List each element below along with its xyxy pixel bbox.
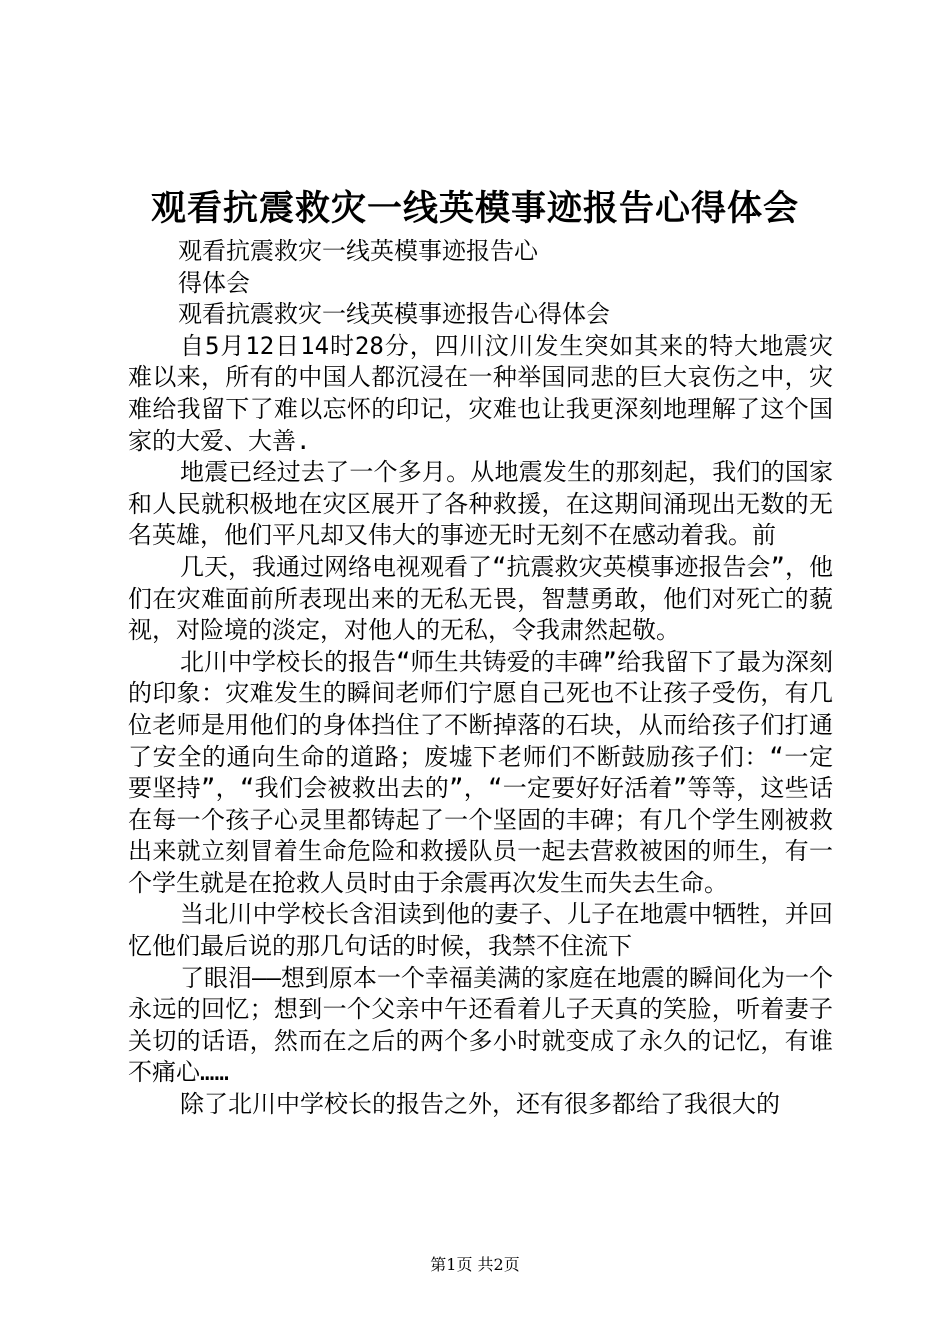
paragraph: 地震已经过去了一个多月。从地震发生的那刻起，我们的国家和人民就积极地在灾区展开了各种救援，在这期间涌现出无数的无名英雄，他们平凡却又伟大的事迹无时无刻不在感动着我。前 (128, 458, 833, 550)
paragraph: 当北川中学校长含泪读到他的妻子、儿子在地震中牺牲，并回忆他们最后说的那几句话的时候，我禁不住流下 (128, 900, 833, 961)
paragraph: 了眼泪——想到原本一个幸福美满的家庭在地震的瞬间化为一个永远的回忆；想到一个父亲中午还看着儿子天真的笑脸，听着妻子关切的话语，然而在之后的两个多小时就变成了永久的记忆，有谁不痛心…… (128, 963, 833, 1087)
paragraph: 北川中学校长的报告“师生共铸爱的丰碑”给我留下了最为深刻的印象：灾难发生的瞬间老师们宁愿自己死也不让孩子受伤，有几位老师是用他们的身体挡住了不断掉落的石块，从而给孩子们打通了安全的通向生命的道路；废墟下老师们不断鼓励孩子们：“一定要坚持”，“我们会被救出去的”，“一定要好好活着”等等，这些话在每一个孩子心灵里都铸起了一个坚固的丰碑；有几个学生刚被救出来就立刻冒着生命危险和救援队员一起去营救被困的师生，有一个学生就是在抢救人员时由于余震再次发生而失去生命。 (128, 647, 833, 897)
page-number-footer: 第1页 共2页 (430, 1255, 520, 1274)
document-title: 观看抗震救灾一线英模事迹报告心得体会 (150, 188, 799, 229)
subtitle-line-1: 观看抗震救灾一线英模事迹报告心 (178, 237, 538, 265)
subtitle-repeat: 观看抗震救灾一线英模事迹报告心得体会 (178, 300, 610, 329)
paragraph: 除了北川中学校长的报告之外，还有很多都给了我很大的 (180, 1090, 780, 1119)
paragraph: 自5月12日14时28分，四川汶川发生突如其来的特大地震灾难以来，所有的中国人都沉浸在一种举国同悲的巨大哀伤之中，灾难给我留下了难以忘怀的印记，灾难也让我更深刻地理解了这个国家的大爱、大善. (128, 331, 833, 455)
subtitle-line-2: 得体会 (178, 268, 250, 297)
document-body (128, 236, 833, 1121)
paragraph: 几天，我通过网络电视观看了“抗震救灾英模事迹报告会”，他们在灾难面前所表现出来的无私无畏，智慧勇敢，他们对死亡的藐视，对险境的淡定，对他人的无私，令我肃然起敬。 (128, 552, 833, 645)
